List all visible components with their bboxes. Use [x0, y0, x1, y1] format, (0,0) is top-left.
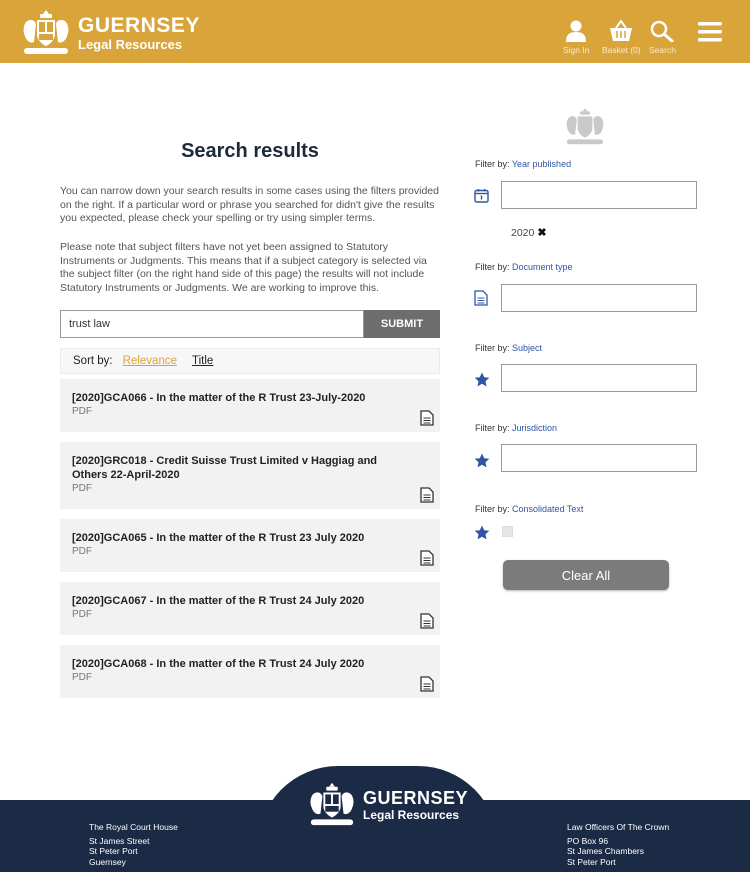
selected-year-value: 2020 [511, 226, 535, 239]
footer-address-line: St James Chambers [567, 846, 644, 856]
filter-jurisdiction-label [475, 423, 557, 433]
result-type: PDF [72, 609, 92, 620]
user-icon [566, 20, 586, 42]
document-icon[interactable] [420, 410, 434, 426]
result-item[interactable] [60, 645, 440, 698]
document-icon[interactable] [420, 487, 434, 503]
star-icon [474, 525, 490, 540]
filter-consolidated-name: Consolidated Text [512, 504, 584, 514]
filter-subject-label [475, 343, 542, 353]
document-icon[interactable] [420, 676, 434, 692]
site-logo[interactable] [18, 8, 200, 58]
basket-icon [609, 20, 633, 42]
footer-logo[interactable] [305, 781, 468, 829]
hamburger-menu-icon [698, 22, 722, 42]
selected-year-tag [511, 226, 547, 239]
result-item[interactable] [60, 582, 440, 635]
logo-title: GUERNSEY [78, 14, 200, 37]
footer-address-line: St Peter Port [567, 856, 616, 867]
site-header [0, 0, 750, 63]
submit-button[interactable]: SUBMIT [364, 310, 440, 338]
document-icon [474, 290, 488, 306]
calendar-icon [474, 188, 489, 203]
menu-button[interactable] [698, 22, 722, 46]
search-form [60, 310, 440, 338]
filter-document-type-name: Document type [512, 262, 573, 272]
result-title[interactable]: [2020]GCA065 - In the matter of the R Trust 23 July 2020 [72, 532, 365, 544]
star-icon [474, 453, 490, 468]
filter-year-name: Year published [511, 159, 572, 169]
basket-button[interactable] [602, 20, 641, 55]
sort-relevance-link[interactable]: Relevance [122, 355, 177, 367]
intro-paragraph-2: Please note that subject filters have not yet been assigned to Statutory Instruments or Judgments. This means that if a subject category is selected via the subject filter (on the right hand side of this page) the results will not include Statutory Instruments or Judgments. We are working to improve this. [60, 241, 427, 294]
result-title[interactable]: [2020]GCA067 - In the matter of the R Trust 24 July 2020 [72, 595, 365, 607]
consolidated-text-checkbox[interactable] [502, 526, 513, 537]
footer-address-heading: The Royal Court House [89, 822, 178, 832]
sort-bar [60, 348, 440, 374]
clear-all-button[interactable]: Clear All [503, 560, 669, 590]
jurisdiction-filter-input[interactable] [501, 444, 697, 472]
logo-subtitle: Legal Resources [78, 37, 183, 52]
result-item[interactable] [60, 379, 440, 432]
footer-address-left [89, 822, 178, 867]
footer-address-right [567, 822, 669, 867]
result-title[interactable]: [2020]GCA068 - In the matter of the R Trust 24 July 2020 [72, 658, 365, 670]
sort-label: Sort by: [73, 355, 113, 367]
search-button[interactable] [649, 20, 676, 55]
search-input[interactable] [60, 310, 364, 338]
result-type: PDF [72, 546, 92, 557]
document-icon[interactable] [420, 550, 434, 566]
sign-in-label: Sign In [563, 45, 590, 55]
royal-crest-icon [18, 8, 74, 58]
basket-label: Basket (0) [602, 45, 641, 55]
royal-crest-icon [562, 104, 608, 150]
star-icon [474, 372, 490, 387]
filter-document-type-label [475, 262, 573, 272]
document-type-filter-input[interactable] [501, 284, 697, 312]
filter-subject-name: Subject [512, 343, 543, 353]
result-type: PDF [72, 672, 92, 683]
year-filter-input[interactable] [501, 181, 697, 209]
intro-paragraph-1: You can narrow down your search results in some cases using the filters provided on the right. If a particular word or phrase you searched for didn't give the results you expected, please check your spelling or try using simpler terms. [60, 185, 439, 225]
filter-prefix: Filter by: [475, 159, 510, 169]
footer-address-heading: Law Officers Of The Crown [567, 822, 670, 832]
filter-year-label [475, 159, 571, 169]
sort-title-link[interactable]: Title [191, 355, 214, 367]
filter-jurisdiction-name: Jurisdiction [512, 423, 558, 433]
filter-prefix: Filter by: [475, 504, 510, 514]
search-icon [650, 20, 674, 42]
filter-consolidated-label [475, 504, 583, 514]
footer-logo-title: GUERNSEY [363, 788, 469, 808]
footer-address-line: St Peter Port [89, 846, 138, 856]
result-type: PDF [72, 483, 92, 494]
search-label: Search [649, 45, 676, 55]
footer-address-line: Guernsey [89, 856, 126, 867]
document-icon[interactable] [420, 613, 434, 629]
remove-year-icon[interactable]: ✖ [537, 227, 547, 239]
result-item[interactable] [60, 442, 440, 509]
footer-address-line: PO Box 96 [567, 835, 609, 846]
filter-prefix: Filter by: [475, 343, 510, 353]
filter-prefix: Filter by: [475, 423, 510, 433]
filter-prefix: Filter by: [475, 262, 510, 272]
subject-filter-input[interactable] [501, 364, 697, 392]
result-title[interactable]: [2020]GRC018 - Credit Suisse Trust Limited v Haggiag and Others 22-April-2020 [72, 455, 378, 481]
result-type: PDF [72, 406, 92, 417]
result-item[interactable] [60, 519, 440, 572]
footer-logo-subtitle: Legal Resources [363, 808, 460, 822]
result-title[interactable]: [2020]GCA066 - In the matter of the R Trust 23-July-2020 [72, 392, 366, 404]
page-title: Search results [181, 140, 319, 162]
footer-address-line: St James Street [89, 835, 150, 846]
sign-in-button[interactable] [563, 20, 589, 55]
royal-crest-icon [305, 781, 359, 829]
